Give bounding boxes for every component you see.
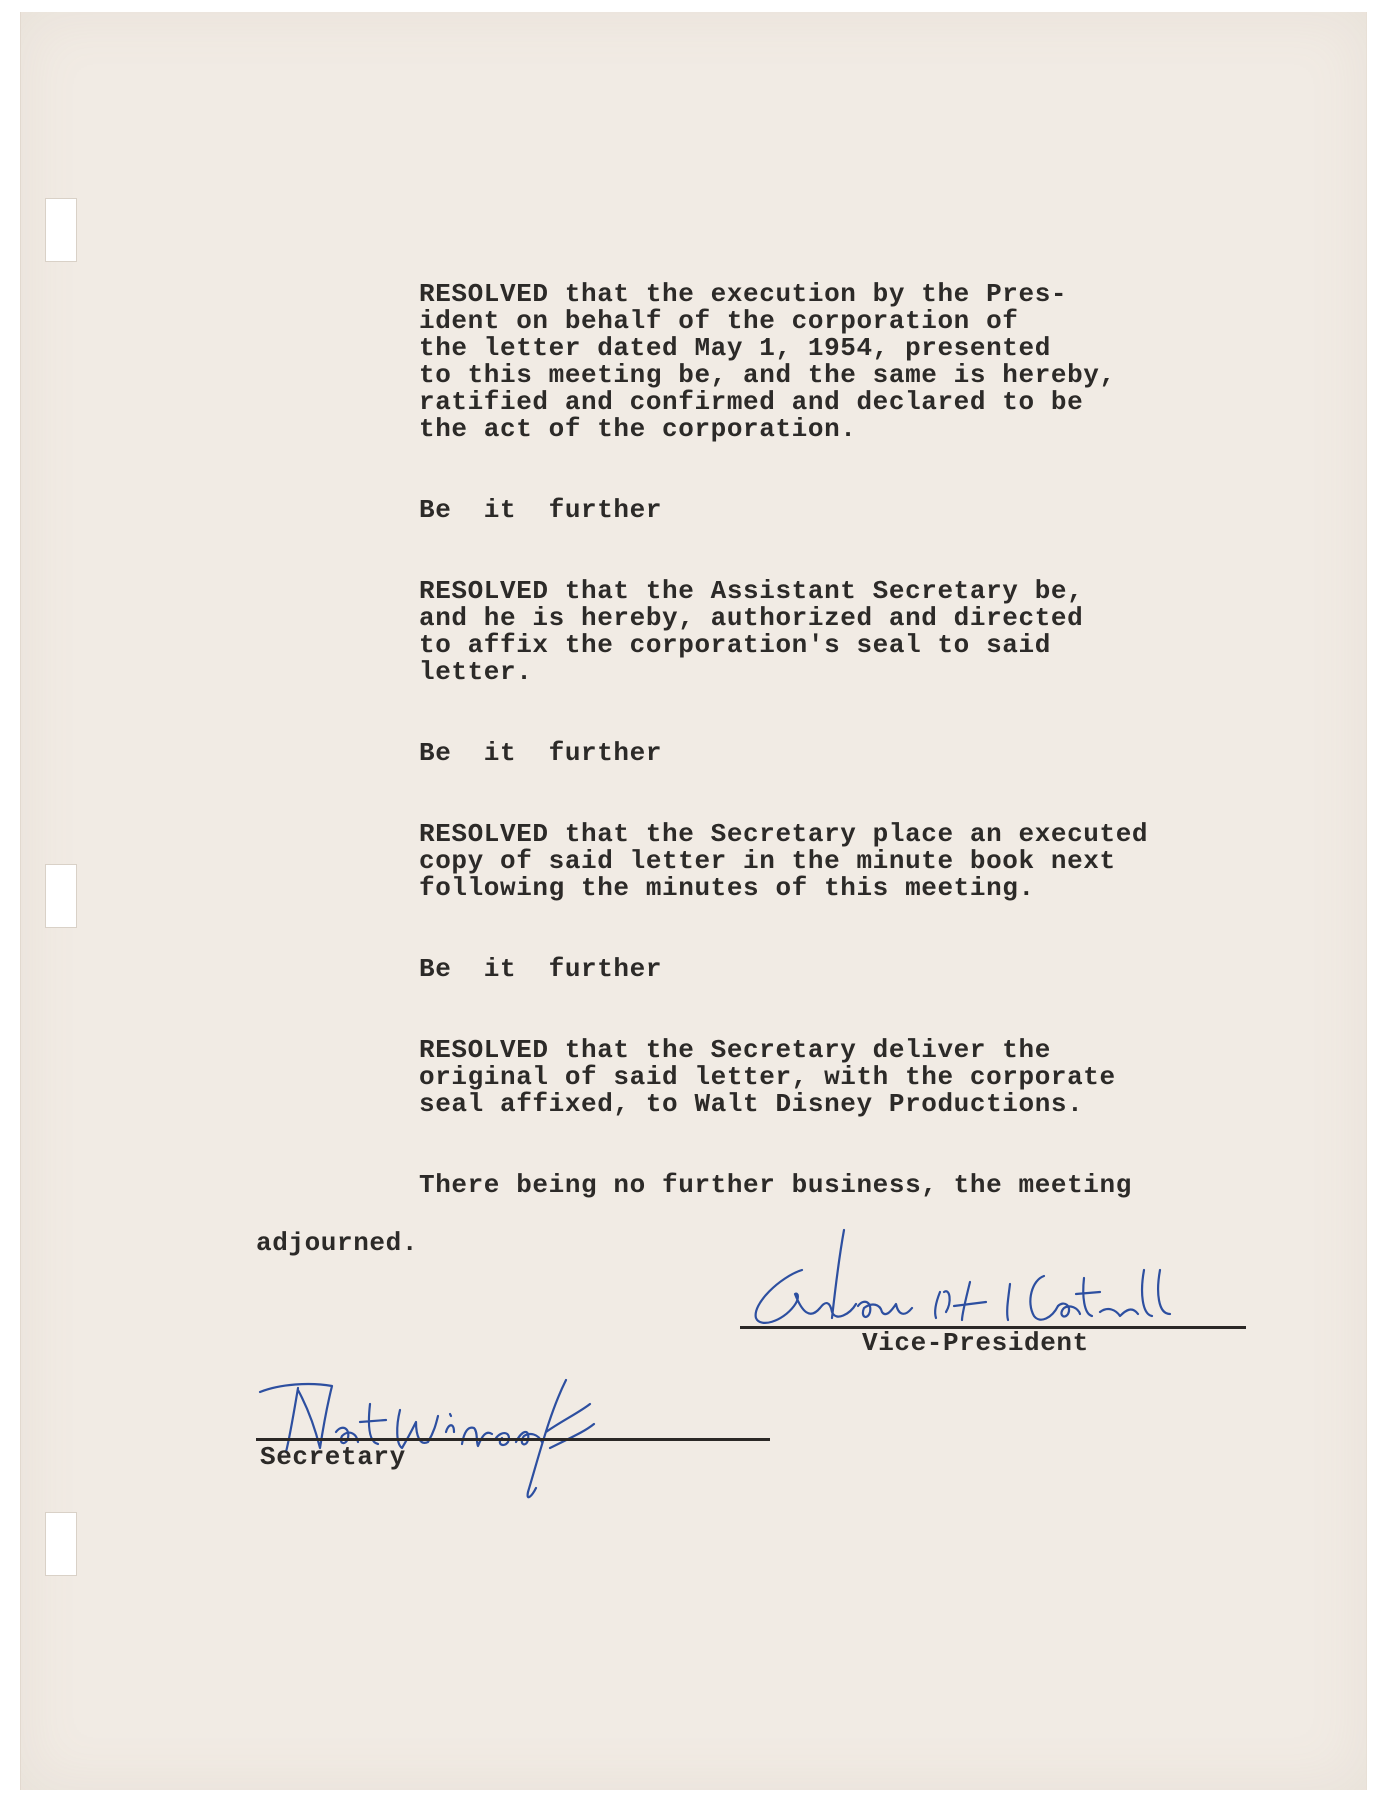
resolution-4-line-1: RESOLVED that the Secretary deliver the	[419, 1035, 1051, 1065]
be-it-further-3: Be it further	[419, 954, 663, 984]
closing-statement: There being no further business, the meeting	[419, 1170, 1132, 1200]
resolution-1-line-1: RESOLVED that the execution by the Pres-	[419, 279, 1068, 309]
resolution-2-line-4: letter.	[419, 657, 533, 687]
resolution-2-line-1: RESOLVED that the Assistant Secretary be,	[419, 576, 1084, 606]
be-it-further-2: Be it further	[419, 738, 663, 768]
resolution-1-line-3: the letter dated May 1, 1954, presented	[419, 333, 1051, 363]
be-it-further-1: Be it further	[419, 495, 663, 525]
punch-hole-top	[45, 198, 77, 262]
resolution-1-line-2: ident on behalf of the corporation of	[419, 306, 1019, 336]
secretary-title: Secretary	[260, 1442, 406, 1472]
resolution-2-line-2: and he is hereby, authorized and directed	[419, 603, 1084, 633]
resolution-3-line-3: following the minutes of this meeting.	[419, 873, 1035, 903]
secretary-signature-line	[256, 1438, 770, 1441]
resolution-3-line-1: RESOLVED that the Secretary place an executed	[419, 819, 1149, 849]
resolution-1-line-6: the act of the corporation.	[419, 414, 857, 444]
punch-hole-middle	[45, 864, 77, 928]
resolution-1-line-5: ratified and confirmed and declared to be	[419, 387, 1084, 417]
resolution-4-line-3: seal affixed, to Walt Disney Productions.	[419, 1089, 1084, 1119]
punch-hole-bottom	[45, 1512, 77, 1576]
resolution-2-line-3: to affix the corporation's seal to said	[419, 630, 1051, 660]
resolution-1-line-4: to this meeting be, and the same is hereby,	[419, 360, 1116, 390]
secretary-signature	[250, 1352, 670, 1512]
resolution-4-line-2: original of said letter, with the corporate	[419, 1062, 1116, 1092]
vice-president-signature	[740, 1222, 1260, 1342]
adjourned-text: adjourned.	[256, 1228, 419, 1258]
resolution-3-line-2: copy of said letter in the minute book next	[419, 846, 1116, 876]
vice-president-title: Vice-President	[862, 1328, 1089, 1358]
